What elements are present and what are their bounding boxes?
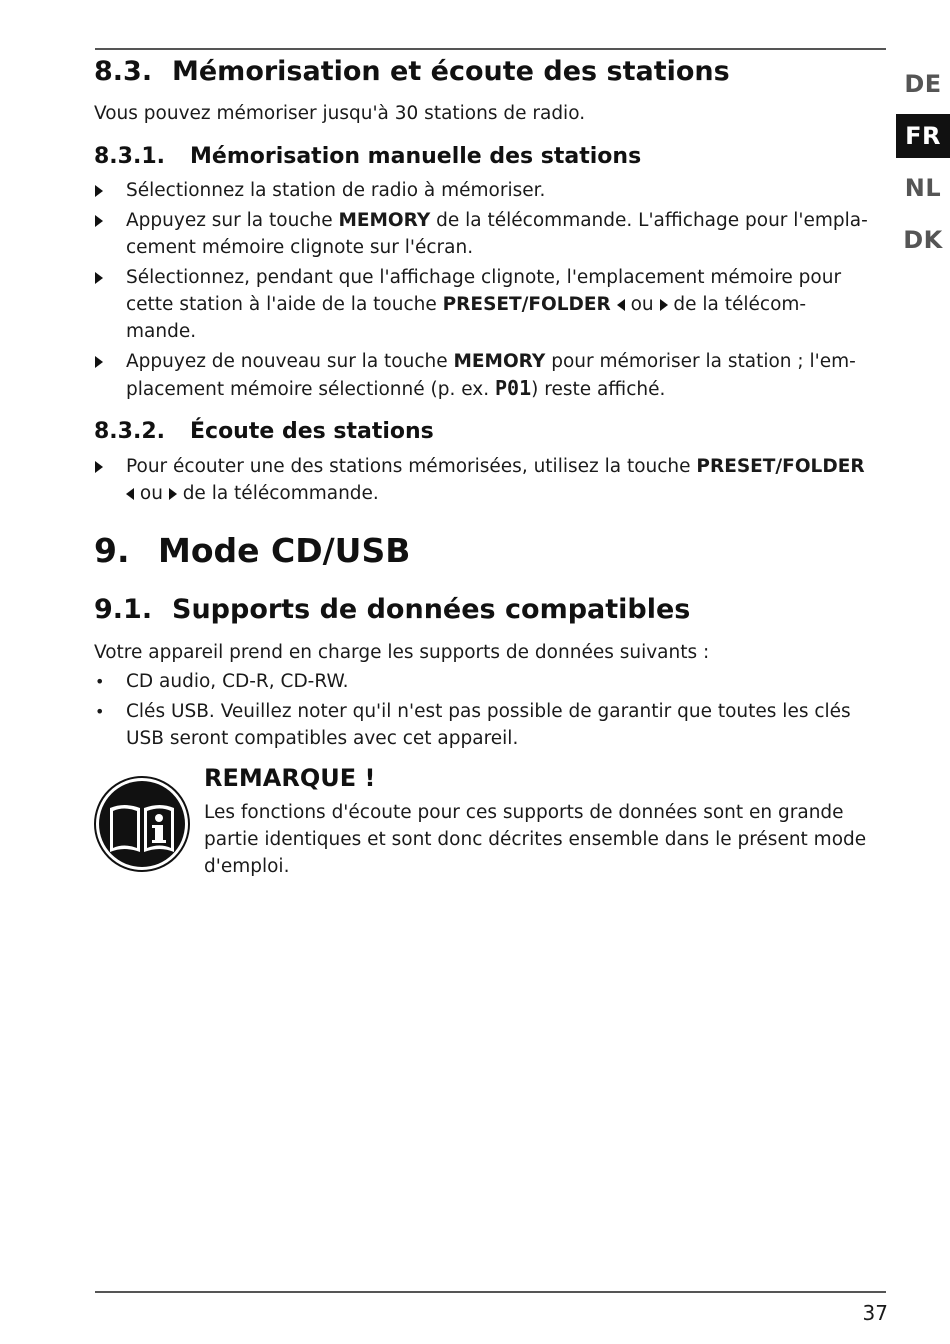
list-item: Sélectionnez, pendant que l'affichage clignote, l'emplacement mémoire pour cette station à l'aide de la touche PRESET/FOLDER ou de la télécom- mande. [95, 264, 885, 345]
list-item: Appuyez sur la touche MEMORY de la télécommande. L'affichage pour l'empla- cement mémoire clignote sur l'écran. [95, 207, 885, 261]
list-item: Sélectionnez la station de radio à mémoriser. [95, 177, 885, 204]
arrow-bullet-icon [95, 177, 117, 204]
list-item: • Clés USB. Veuillez noter qu'il n'est pas possible de garantir que toutes les clés USB seront compatibles avec cet appareil. [95, 698, 885, 752]
manual-info-icon [94, 776, 190, 872]
right-arrow-icon [660, 299, 668, 311]
top-rule [95, 48, 886, 50]
lang-tab-nl[interactable]: NL [904, 174, 942, 202]
arrow-bullet-icon [95, 207, 117, 234]
display-code: P01 [495, 376, 532, 400]
section-title: Mémorisation manuelle des stations [190, 144, 642, 169]
section-title: Mémorisation et écoute des stations [172, 56, 730, 87]
lang-tab-dk[interactable]: DK [903, 226, 943, 254]
page-number: 37 [862, 1301, 888, 1325]
section-number: 9. [94, 531, 130, 570]
heading-8-3-1 [94, 144, 641, 169]
section-number: 8.3.1. [94, 144, 165, 169]
section-title: Supports de données compatibles [172, 594, 691, 625]
note-text: Les fonctions d'écoute pour ces supports de données sont en grande partie identiques et sont donc décrites ensemble dans le présent mode d'emploi. [204, 802, 867, 877]
heading-8-3-2 [94, 419, 434, 444]
list-item: Appuyez de nouveau sur la touche MEMORY pour mémoriser la station ; l'em- placement mémoire sélectionné (p. ex. P01) reste affiché. [95, 348, 885, 403]
list-item: • CD audio, CD-R, CD-RW. [95, 668, 885, 695]
memory-key: MEMORY [338, 210, 431, 231]
note-title: REMARQUE ! [204, 764, 376, 792]
lang-tab-de[interactable]: DE [904, 70, 942, 98]
heading-9-1 [94, 594, 690, 625]
intro-9-1: Votre appareil prend en charge les supports de données suivants : [94, 642, 710, 663]
bullet-dot: • [95, 702, 105, 721]
left-arrow-icon [126, 488, 134, 500]
intro-8-3: Vous pouvez mémoriser jusqu'à 30 stations de radio. [94, 103, 586, 124]
arrow-bullet-icon [95, 348, 117, 375]
arrow-bullet-icon [95, 264, 117, 291]
left-arrow-icon [617, 299, 625, 311]
arrow-bullet-icon [95, 453, 117, 480]
section-title: Écoute des stations [190, 419, 434, 444]
heading-9 [94, 531, 410, 570]
section-title: Mode CD/USB [158, 531, 411, 570]
lang-tab-fr[interactable]: FR [896, 114, 950, 158]
section-number: 8.3.2. [94, 419, 165, 444]
right-arrow-icon [169, 488, 177, 500]
bullet-dot: • [95, 672, 105, 691]
bottom-rule [95, 1291, 886, 1293]
list-item: Pour écouter une des stations mémorisées, utilisez la touche PRESET/FOLDER ou de la télécommande. [95, 453, 885, 507]
memory-key: MEMORY [453, 351, 546, 372]
preset-folder-key: PRESET/FOLDER [442, 294, 611, 315]
section-number: 9.1. [94, 594, 153, 625]
preset-folder-key: PRESET/FOLDER [696, 456, 865, 477]
section-number: 8.3. [94, 56, 153, 87]
heading-8-3 [94, 56, 730, 87]
